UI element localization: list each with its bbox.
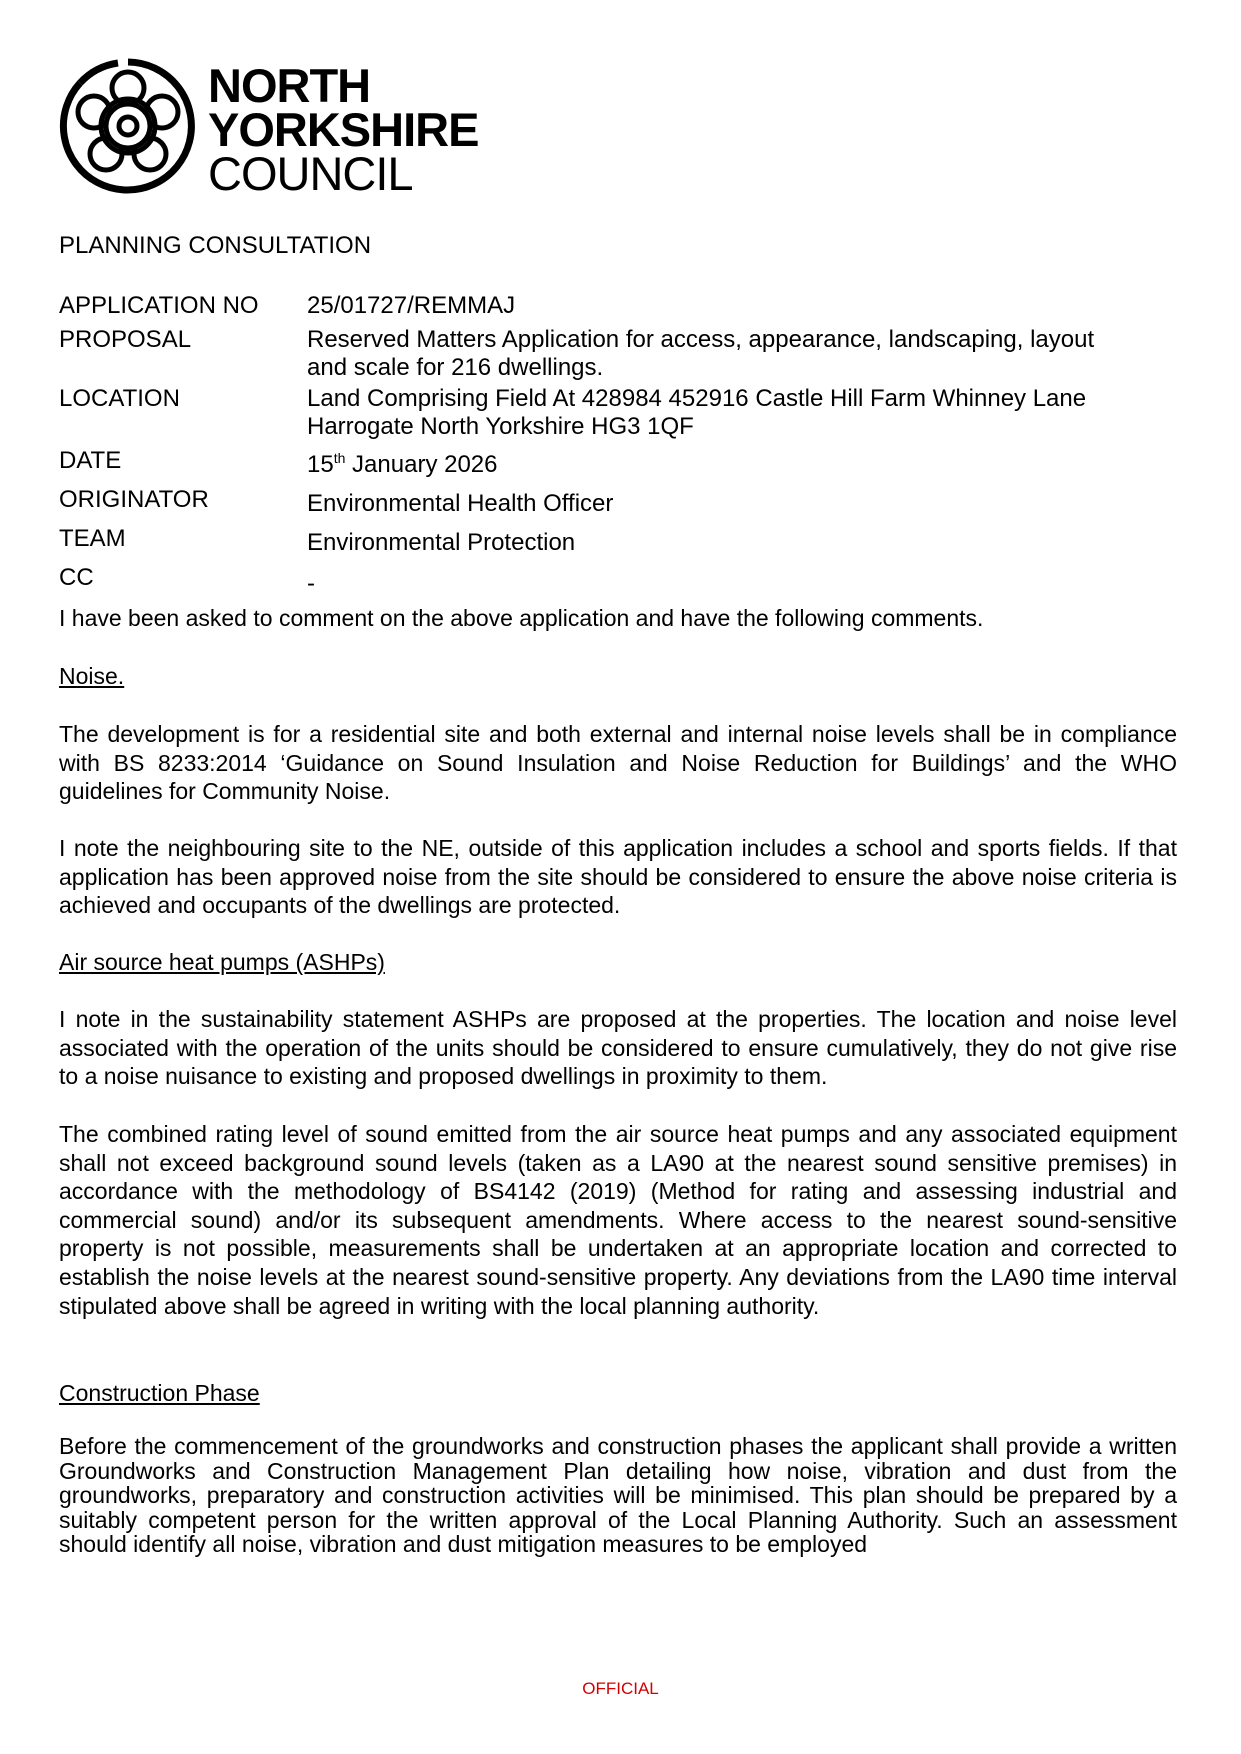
page-title: PLANNING CONSULTATION (59, 232, 372, 259)
meta-label: DATE (59, 447, 122, 474)
meta-label: LOCATION (59, 385, 180, 412)
ashp-paragraph-1: I note in the sustainability statement ASHPs are proposed at the properties. The location and noise level associated with the operation of the units should be considered to ensure cumulatively, they do not give rise to a noise nuisance to existing and proposed dwellings in proximity to them. (59, 1006, 1177, 1090)
logo-wordmark (208, 59, 479, 200)
originator-value: Environmental Health Officer (307, 490, 614, 517)
meta-label: ORIGINATOR (59, 486, 209, 513)
ashp-paragraph-2: The combined rating level of sound emitted from the air source heat pumps and any associated equipment shall not exceed background sound levels (taken as a LA90 at the nearest sound sensitive premises) in accordance with the methodology of BS4142 (2019) (Method for rating and assessing industrial and commercial sound) and/or its subsequent amendments. Where access to the nearest sound-sensitive property is not possible, measurements shall be undertaken at an appropriate location and corrected to establish the noise levels at the nearest sound-sensitive property. Any deviations from the LA90 time interval stipulated above shall be agreed in writing with the local planning authority. (59, 1121, 1177, 1319)
location-value (307, 385, 1189, 441)
application-number: 25/01727/REMMAJ (307, 292, 516, 319)
location-line: Harrogate North Yorkshire HG3 1QF (307, 413, 694, 440)
noise-paragraph-2: I note the neighbouring site to the NE, outside of this application includes a school and sports fields. If that application has been approved noise from the site should be considered to ensure the above noise criteria is achieved and occupants of the dwellings are protected. (59, 835, 1177, 919)
cc-value: - (307, 570, 315, 597)
noise-paragraph-1: The development is for a residential site and both external and internal noise levels shall be in compliance with BS 8233:2014 ‘Guidance on Sound Insulation and Noise Reduction for Buildings’ and the WHO guidelines for Community Noise. (59, 721, 1177, 805)
proposal-line: and scale for 216 dwellings. (307, 354, 604, 381)
date-value (307, 447, 1189, 479)
noise-heading: Noise. (59, 663, 125, 689)
construction-heading: Construction Phase (59, 1380, 260, 1406)
meta-row-team (59, 525, 1189, 557)
meta-row-cc (59, 564, 1189, 598)
proposal-line: Reserved Matters Application for access, appearance, landscaping, layout (307, 326, 1095, 353)
meta-label: CC (59, 564, 94, 591)
logo-line-council: COUNCIL (208, 147, 413, 200)
team-value: Environmental Protection (307, 529, 576, 556)
meta-row-date (59, 447, 1189, 479)
location-line: Land Comprising Field At 428984 452916 Castle Hill Farm Whinney Lane (307, 385, 1087, 412)
meta-row-application (59, 292, 1189, 320)
logo-line-yorkshire: YORKSHIRE (208, 103, 479, 156)
proposal-value (307, 326, 1189, 382)
construction-paragraph-1: Before the commencement of the groundworks and construction phases the applicant shall provide a written Groundworks and Construction Management Plan detailing how noise, vibration and dust from the groundworks, preparatory and construction activities will be minimised. This plan should be prepared by a suitably competent person for the written approval of the Local Planning Authority. Such an assessment should identify all noise, vibration and dust mitigation measures to be employed (59, 1433, 1177, 1557)
meta-row-proposal (59, 326, 1189, 382)
yorkshire-rose-icon (58, 56, 198, 196)
meta-row-location (59, 385, 1189, 441)
ashp-heading: Air source heat pumps (ASHPs) (59, 949, 385, 975)
meta-row-originator (59, 486, 1189, 518)
date-rest: January 2026 (345, 451, 498, 478)
meta-label: PROPOSAL (59, 326, 192, 353)
date-day: 15 (307, 451, 334, 478)
date-suffix: th (333, 450, 346, 466)
meta-label: TEAM (59, 525, 126, 552)
consultation-details (59, 292, 1189, 598)
logo-line-north: NORTH (208, 59, 371, 112)
council-logo (58, 56, 498, 206)
classification-label: OFFICIAL (582, 1679, 659, 1698)
meta-label: APPLICATION NO (59, 292, 259, 319)
intro-paragraph: I have been asked to comment on the above application and have the following comments. (59, 605, 984, 631)
